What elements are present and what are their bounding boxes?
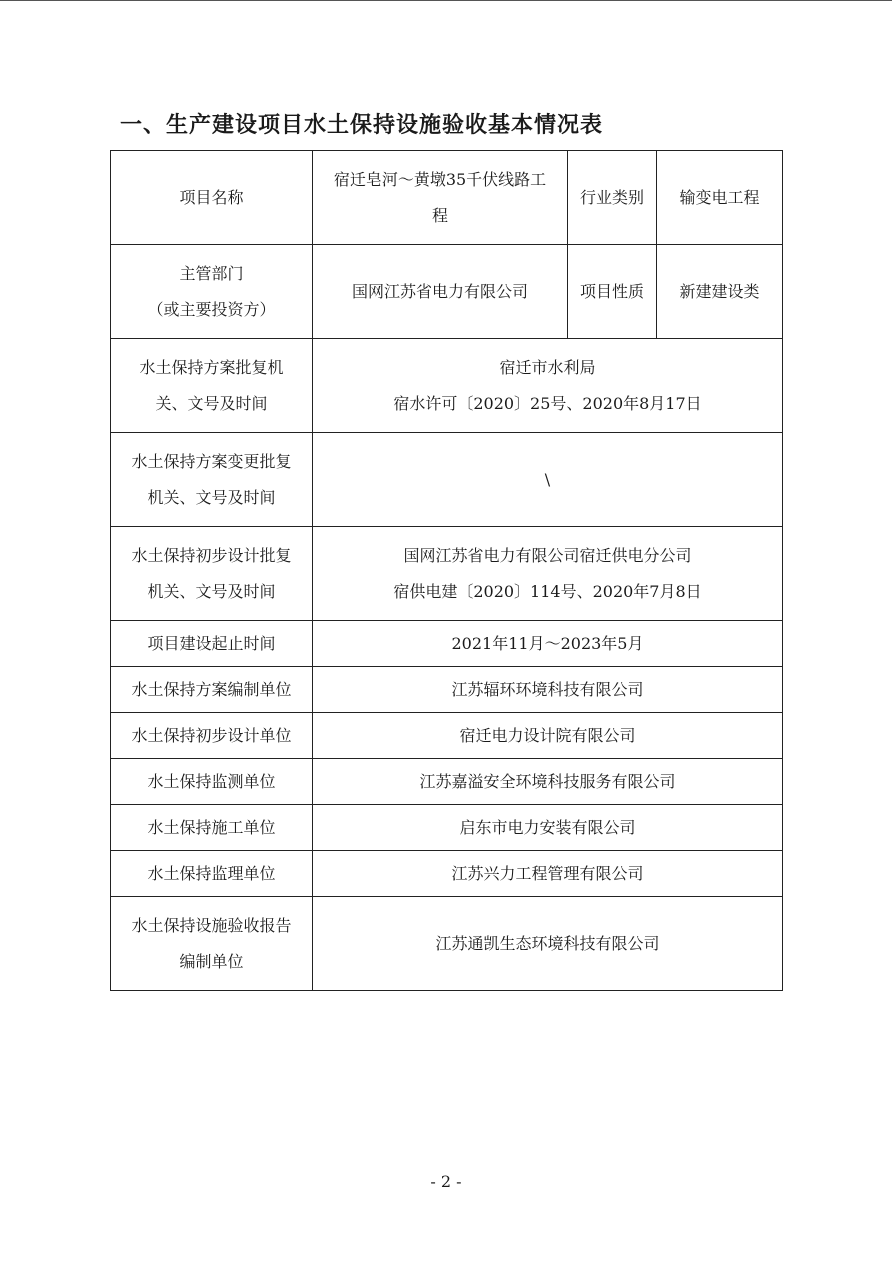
table-row [111, 621, 783, 667]
acceptance-info-table [110, 150, 783, 991]
plan-change-label-line2: 机关、文号及时间 [147, 487, 276, 507]
project-name-line1: 宿迁皂河～黄墩35千伏线路工 [333, 169, 547, 189]
table-row [111, 897, 783, 991]
construction-unit-label: 水土保持施工单位 [111, 805, 313, 851]
table-row [111, 713, 783, 759]
table-row [111, 151, 783, 245]
nature-value: 新建建设类 [657, 245, 783, 339]
department-value: 国网江苏省电力有限公司 [313, 245, 568, 339]
plan-approval-value [313, 339, 783, 433]
industry-value: 输变电工程 [657, 151, 783, 245]
report-unit-label [111, 897, 313, 991]
plan-approval-value-line2: 宿水许可〔2020〕25号、2020年8月17日 [393, 393, 702, 413]
project-name-label: 项目名称 [111, 151, 313, 245]
table-row [111, 339, 783, 433]
supervision-unit-label: 水土保持监理单位 [111, 851, 313, 897]
table-row [111, 245, 783, 339]
top-border-line [0, 0, 892, 1]
design-approval-value-line2: 宿供电建〔2020〕114号、2020年7月8日 [393, 581, 702, 601]
table-row [111, 759, 783, 805]
plan-change-label [111, 433, 313, 527]
plan-approval-value-line1: 宿迁市水利局 [499, 357, 596, 377]
table-row [111, 433, 783, 527]
report-unit-label-line1: 水土保持设施验收报告 [131, 915, 292, 935]
construction-period-label: 项目建设起止时间 [111, 621, 313, 667]
plan-approval-label-line1: 水土保持方案批复机 [139, 357, 284, 377]
plan-approval-label [111, 339, 313, 433]
construction-period-value: 2021年11月～2023年5月 [313, 621, 783, 667]
department-label [111, 245, 313, 339]
construction-unit-value: 启东市电力安装有限公司 [313, 805, 783, 851]
design-approval-value-line1: 国网江苏省电力有限公司宿迁供电分公司 [403, 545, 692, 565]
report-unit-label-line2: 编制单位 [179, 951, 244, 971]
design-approval-label [111, 527, 313, 621]
table-row [111, 851, 783, 897]
monitoring-unit-label: 水土保持监测单位 [111, 759, 313, 805]
department-label-line1: 主管部门 [179, 263, 244, 283]
design-unit-value: 宿迁电力设计院有限公司 [313, 713, 783, 759]
plan-change-label-line1: 水土保持方案变更批复 [131, 451, 292, 471]
department-label-line2: （或主要投资方） [147, 299, 276, 319]
nature-label: 项目性质 [568, 245, 657, 339]
industry-label: 行业类别 [568, 151, 657, 245]
design-approval-value [313, 527, 783, 621]
design-unit-label: 水土保持初步设计单位 [111, 713, 313, 759]
table-row [111, 805, 783, 851]
table-row [111, 667, 783, 713]
report-unit-value: 江苏通凯生态环境科技有限公司 [313, 897, 783, 991]
monitoring-unit-value: 江苏嘉溢安全环境科技服务有限公司 [313, 759, 783, 805]
project-name-line2: 程 [431, 205, 448, 225]
section-title: 一、生产建设项目水土保持设施验收基本情况表 [120, 113, 604, 138]
design-approval-label-line1: 水土保持初步设计批复 [131, 545, 292, 565]
plan-compiler-value: 江苏辐环环境科技有限公司 [313, 667, 783, 713]
supervision-unit-value: 江苏兴力工程管理有限公司 [313, 851, 783, 897]
plan-compiler-label: 水土保持方案编制单位 [111, 667, 313, 713]
table-row [111, 527, 783, 621]
design-approval-label-line2: 机关、文号及时间 [147, 581, 276, 601]
plan-change-value: \ [313, 433, 783, 527]
plan-approval-label-line2: 关、文号及时间 [155, 393, 268, 413]
page-number: - 2 - [430, 1172, 462, 1191]
project-name-value [313, 151, 568, 245]
